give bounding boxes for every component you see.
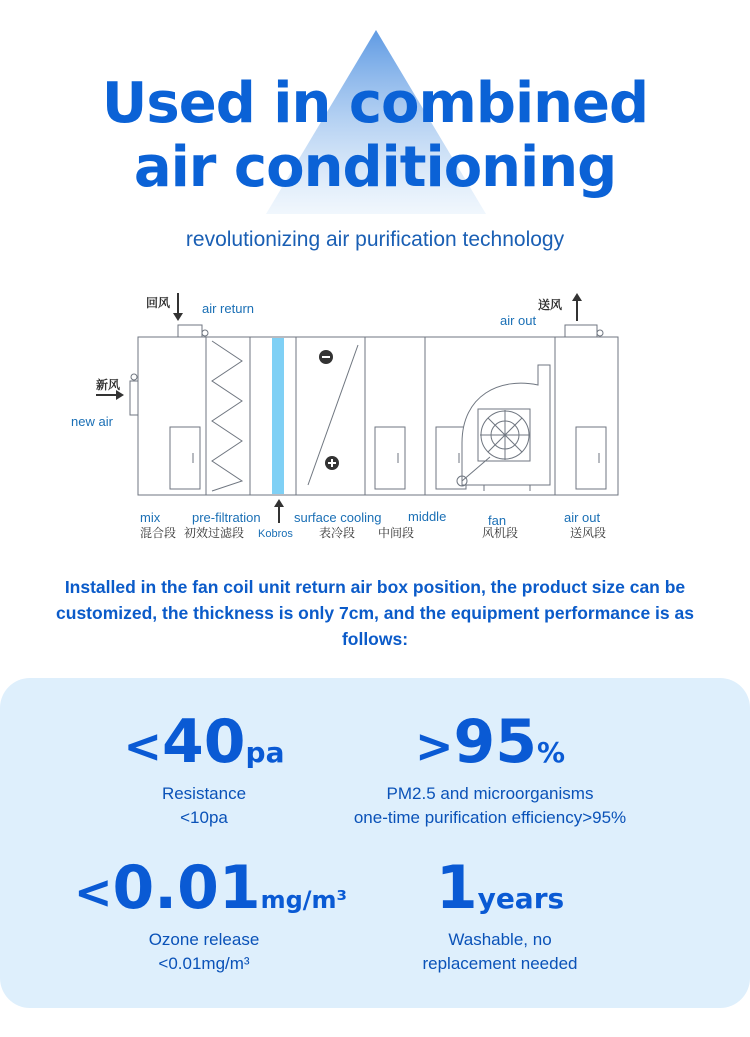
hero-title-line2: air conditioning xyxy=(133,135,617,200)
stat-lifetime-label1: Washable, no xyxy=(448,930,552,949)
section-mix-cn: 混合段 xyxy=(140,526,177,540)
stat-purification-unit: % xyxy=(536,736,566,769)
section-cooling-cn: 表冷段 xyxy=(319,526,356,540)
section-prefilter-en: pre-filtration xyxy=(192,510,261,525)
label-return-cn: 回风 xyxy=(146,296,171,310)
section-out-cn: 送风段 xyxy=(570,526,607,540)
product-description: Installed in the fan coil unit return air box position, the product size can be customized, the thickness is only 7cm, and the equipment performance is as follows: xyxy=(56,577,694,649)
stat-purification-value: 95 xyxy=(453,707,537,777)
stat-resistance-label2: <10pa xyxy=(180,808,228,827)
section-middle-cn: 中间段 xyxy=(378,526,415,540)
section-fan-en: fan xyxy=(488,513,507,528)
stat-lifetime-value: 1 xyxy=(435,853,478,923)
label-return-en: air return xyxy=(202,301,255,316)
label-out-cn: 送风 xyxy=(538,298,563,312)
stat-ozone-symbol: < xyxy=(74,865,113,919)
stat-lifetime xyxy=(385,853,615,976)
stat-ozone xyxy=(74,853,348,976)
hero-title-line1: Used in combined xyxy=(101,71,649,136)
stat-purification-symbol: > xyxy=(414,719,454,773)
stat-purification-label1: PM2.5 and microorganisms xyxy=(386,784,594,803)
stat-lifetime-unit: years xyxy=(477,882,565,915)
stat-resistance-unit: pa xyxy=(245,736,285,769)
stat-resistance-label1: Resistance xyxy=(161,784,247,803)
stat-resistance xyxy=(94,707,314,830)
subtitle: revolutionizing air purification technology xyxy=(185,228,565,251)
stat-purification-label2: one-time purification efficiency>95% xyxy=(353,808,627,827)
section-cooling-en: surface cooling xyxy=(294,510,382,525)
stat-ozone-label1: Ozone release xyxy=(148,930,260,949)
section-middle-en: middle xyxy=(408,509,447,524)
stat-resistance-symbol: < xyxy=(123,719,163,773)
section-mix-en: mix xyxy=(140,510,161,525)
label-kobros: Kobros xyxy=(258,528,293,540)
section-out-en: air out xyxy=(564,510,601,525)
stat-ozone-value: 0.01 xyxy=(112,853,261,923)
label-out-en: air out xyxy=(500,313,537,328)
section-fan-cn: 风机段 xyxy=(482,526,519,540)
stat-purification xyxy=(305,707,675,830)
kobros-filter xyxy=(272,338,284,494)
stat-ozone-label2: <0.01mg/m³ xyxy=(158,954,250,973)
stat-ozone-unit: mg/m³ xyxy=(260,886,348,914)
stat-resistance-value: 40 xyxy=(162,707,246,777)
stat-lifetime-label2: replacement needed xyxy=(422,954,578,973)
air-handling-unit-diagram xyxy=(60,285,680,547)
section-prefilter-cn: 初效过滤段 xyxy=(184,526,245,540)
hero-title xyxy=(0,72,750,200)
label-new-en: new air xyxy=(71,414,113,429)
label-new-cn: 新风 xyxy=(96,378,121,392)
